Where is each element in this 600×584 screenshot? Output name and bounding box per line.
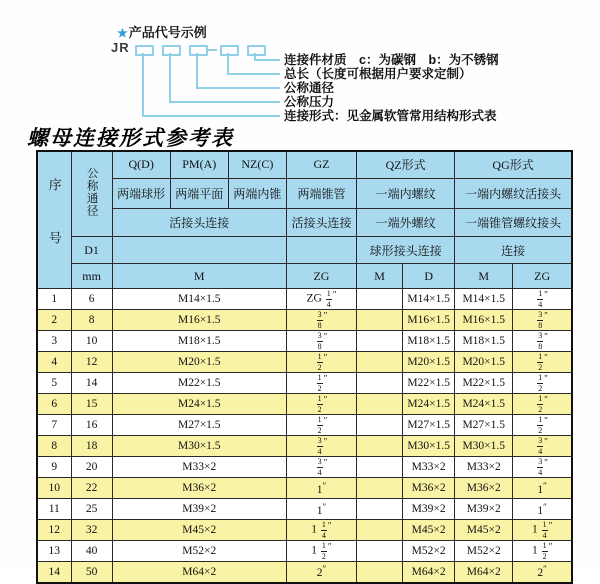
cell-zg-size: 1″ [286,478,356,499]
cell-qg-zg: 1 $\frac{1}{2}$ ″ [513,541,572,562]
header-qz-connection: 球形接头连接 [357,237,455,264]
header-union-connection: 活接头连接 [112,208,286,237]
cell-qz-d: M36×2 [403,478,455,499]
cell-dn-mm: 22 [71,478,112,499]
header-qz-desc1: 一端内螺纹 [357,178,455,208]
cell-qg-zg: 1″ [513,499,572,520]
cell-qg-m: M20×1.5 [455,352,513,373]
cell-qz-m [357,394,403,415]
cell-qg-m: M36×2 [455,478,513,499]
nut-connection-reference-table [36,150,573,584]
cell-qz-d: M14×1.5 [403,289,455,310]
cell-qz-m [357,415,403,436]
product-code-heading [117,22,207,41]
cell-dn-mm: 12 [71,352,112,373]
cell-zg-size: $\frac{3}{8}$ ″ [286,331,356,352]
cell-qz-m [357,499,403,520]
cell-m-thread: M30×1.5 [112,436,286,457]
table-row [37,520,572,541]
cell-seq: 11 [37,499,71,520]
cell-m-thread: M52×2 [112,541,286,562]
cell-qz-m [357,457,403,478]
table-row [37,478,572,499]
header-qz-desc2: 一端外螺纹 [357,208,455,237]
table-row [37,373,572,394]
cell-m-thread: M22×1.5 [112,373,286,394]
cell-qg-zg: 1 $\frac{1}{4}$ ″ [513,520,572,541]
cell-qg-m: M52×2 [455,541,513,562]
table-row [37,436,572,457]
cell-dn-mm: 6 [71,289,112,310]
cell-qg-m: M18×1.5 [455,331,513,352]
cell-qg-zg: $\frac{3}{8}$ ″ [513,331,572,352]
cell-m-thread: M45×2 [112,520,286,541]
cell-qg-zg: $\frac{3}{8}$ ″ [513,310,572,331]
header-col-qz: QZ形式 [357,151,455,178]
cell-m-thread: M36×2 [112,478,286,499]
cell-dn-mm: 20 [71,457,112,478]
cell-qg-zg: 2″ [513,562,572,583]
header-zg-label: ZG [286,264,356,289]
cell-seq: 9 [37,457,71,478]
cell-qg-m: M24×1.5 [455,394,513,415]
cell-qg-zg: $\frac{1}{2}$ ″ [513,394,572,415]
table-row [37,310,572,331]
cell-qg-zg: $\frac{1}{2}$ ″ [513,352,572,373]
cell-seq: 6 [37,394,71,415]
star-icon: ★ [117,26,128,40]
table-row [37,541,572,562]
cell-qg-zg: $\frac{1}{2}$ ″ [513,415,572,436]
connector-line [169,53,171,103]
cell-qg-zg: $\frac{3}{4}$ ″ [513,457,572,478]
header-pm-desc: 两端平面 [170,178,228,208]
cell-qz-d: M39×2 [403,499,455,520]
header-gz-desc: 两端锥管 [286,178,356,208]
cell-qz-m [357,289,403,310]
connector-line [196,53,198,89]
header-nz-desc: 两端内锥 [228,178,286,208]
cell-seq: 2 [37,310,71,331]
cell-qz-m [357,310,403,331]
cell-seq: 10 [37,478,71,499]
cell-qz-d: M45×2 [403,520,455,541]
connector-line [169,101,280,103]
cell-zg-size: $\frac{3}{4}$ ″ [286,436,356,457]
header-m-label: M [112,264,286,289]
cell-zg-size: 1 $\frac{1}{2}$ ″ [286,541,356,562]
cell-m-thread: M39×2 [112,499,286,520]
cell-m-thread: M18×1.5 [112,331,286,352]
cell-dn-mm: 25 [71,499,112,520]
cell-dn-mm: 8 [71,310,112,331]
product-code-heading-text: 产品代号示例 [128,25,207,40]
cell-qg-m: M45×2 [455,520,513,541]
table-row [37,562,572,583]
cell-seq: 1 [37,289,71,310]
cell-zg-size: $\frac{1}{2}$ ″ [286,373,356,394]
cell-m-thread: M24×1.5 [112,394,286,415]
table-row [37,394,572,415]
cell-seq: 5 [37,373,71,394]
code-box-4 [220,45,239,56]
cell-seq: 8 [37,436,71,457]
cell-seq: 7 [37,415,71,436]
cell-zg-size: 2″ [286,562,356,583]
connector-line [227,73,280,75]
label-nominal-diameter: 公称通径 [284,81,335,95]
cell-dn-mm: 18 [71,436,112,457]
cell-dn-mm: 32 [71,520,112,541]
code-box-2 [162,45,181,56]
cell-m-thread: M27×1.5 [112,415,286,436]
label-connection-form: 连接形式：见金属软管常用结构形式表 [284,109,497,123]
connector-line [196,87,280,89]
cell-qz-d: M20×1.5 [403,352,455,373]
header-empty-cell [112,237,286,264]
cell-zg-size: 1 $\frac{1}{4}$ ″ [286,520,356,541]
header-q-desc: 两端球形 [112,178,170,208]
table-row [37,415,572,436]
cell-qg-m: M22×1.5 [455,373,513,394]
cell-m-thread: M14×1.5 [112,289,286,310]
cell-qz-m [357,352,403,373]
header-qz-d-label: D [403,264,455,289]
cell-seq: 12 [37,520,71,541]
code-box-5 [247,45,266,56]
cell-qz-d: M30×1.5 [403,436,455,457]
header-col-pm: PM(A) [170,151,228,178]
header-nominal-diameter [71,151,112,237]
cell-dn-mm: 40 [71,541,112,562]
cell-qz-m [357,562,403,583]
cell-m-thread: M20×1.5 [112,352,286,373]
cell-m-thread: M16×1.5 [112,310,286,331]
cell-qz-m [357,436,403,457]
cell-qg-zg: 1″ [513,478,572,499]
cell-qg-m: M39×2 [455,499,513,520]
connector-line [142,115,280,117]
header-d1: D1 [71,237,112,264]
label-nominal-pressure: 公称压力 [284,95,335,109]
cell-dn-mm: 15 [71,394,112,415]
cell-qg-zg: $\frac{1}{2}$ ″ [513,373,572,394]
label-total-length: 总长（长度可根据用户要求定制） [284,67,472,81]
cell-zg-size: $\frac{1}{2}$ ″ [286,394,356,415]
cell-qz-m [357,373,403,394]
cell-qg-m: M30×1.5 [455,436,513,457]
cell-qg-m: M14×1.5 [455,289,513,310]
header-qg-connection: 连接 [455,237,572,264]
header-seq [37,151,71,289]
label-connector-material: 连接件材质 c：为碳钢 b：为不锈钢 [284,53,499,67]
cell-qz-d: M24×1.5 [403,394,455,415]
cell-m-thread: M64×2 [112,562,286,583]
cell-qg-zg: $\frac{3}{4}$ ″ [513,436,572,457]
header-qg-desc1: 一端内螺纹活接头 [455,178,572,208]
cell-zg-size: $\frac{3}{4}$ ″ [286,457,356,478]
cell-qg-zg: $\frac{1}{4}$ ″ [513,289,572,310]
cell-qz-d: M16×1.5 [403,310,455,331]
table-row [37,499,572,520]
cell-qz-d: M27×1.5 [403,415,455,436]
cell-seq: 3 [37,331,71,352]
table-row [37,331,572,352]
header-dn-text: 公称通径 [85,167,98,218]
cell-qz-d: M18×1.5 [403,331,455,352]
cell-m-thread: M33×2 [112,457,286,478]
cell-zg-size: 1″ [286,499,356,520]
header-seq-text: 序号 [46,178,62,284]
connector-line [227,53,229,75]
cell-seq: 14 [37,562,71,583]
cell-qz-d: M52×2 [403,541,455,562]
code-prefix: JR [111,40,130,55]
cell-qz-m [357,541,403,562]
cell-qz-d: M64×2 [403,562,455,583]
cell-dn-mm: 14 [71,373,112,394]
header-mm: mm [71,264,112,289]
table-row [37,352,572,373]
cell-dn-mm: 10 [71,331,112,352]
cell-zg-size: ZG $\frac{1}{4}$ ″ [286,289,356,310]
cell-qg-m: M16×1.5 [455,310,513,331]
cell-zg-size: $\frac{3}{8}$ ″ [286,310,356,331]
header-qg-desc2: 一端锥管螺纹接头 [455,208,572,237]
cell-qz-m [357,478,403,499]
cell-dn-mm: 16 [71,415,112,436]
table-row [37,457,572,478]
header-qz-m-label: M [357,264,403,289]
table-title: 螺母连接形式参考表 [27,125,234,150]
header-col-q: Q(D) [112,151,170,178]
cell-qg-m: M33×2 [455,457,513,478]
header-gz-connection: 活接头连接 [286,208,356,237]
header-col-nz: NZ(C) [228,151,286,178]
cell-zg-size: $\frac{1}{2}$ ″ [286,415,356,436]
cell-dn-mm: 50 [71,562,112,583]
cell-qz-d: M22×1.5 [403,373,455,394]
cell-qz-m [357,520,403,541]
header-col-qg: QG形式 [455,151,572,178]
cell-qz-m [357,331,403,352]
connector-line [142,53,144,117]
cell-qg-m: M64×2 [455,562,513,583]
header-empty-cell [286,237,356,264]
connector-line [254,59,280,61]
header-col-gz: GZ [286,151,356,178]
code-box-3 [189,45,208,56]
header-qg-zg-label: ZG [513,264,572,289]
code-dash [208,49,217,51]
table-row [37,289,572,310]
cell-zg-size: $\frac{1}{2}$ ″ [286,352,356,373]
header-qg-m-label: M [455,264,513,289]
cell-qz-d: M33×2 [403,457,455,478]
cell-seq: 4 [37,352,71,373]
code-box-1 [135,45,154,56]
cell-qg-m: M27×1.5 [455,415,513,436]
cell-seq: 13 [37,541,71,562]
